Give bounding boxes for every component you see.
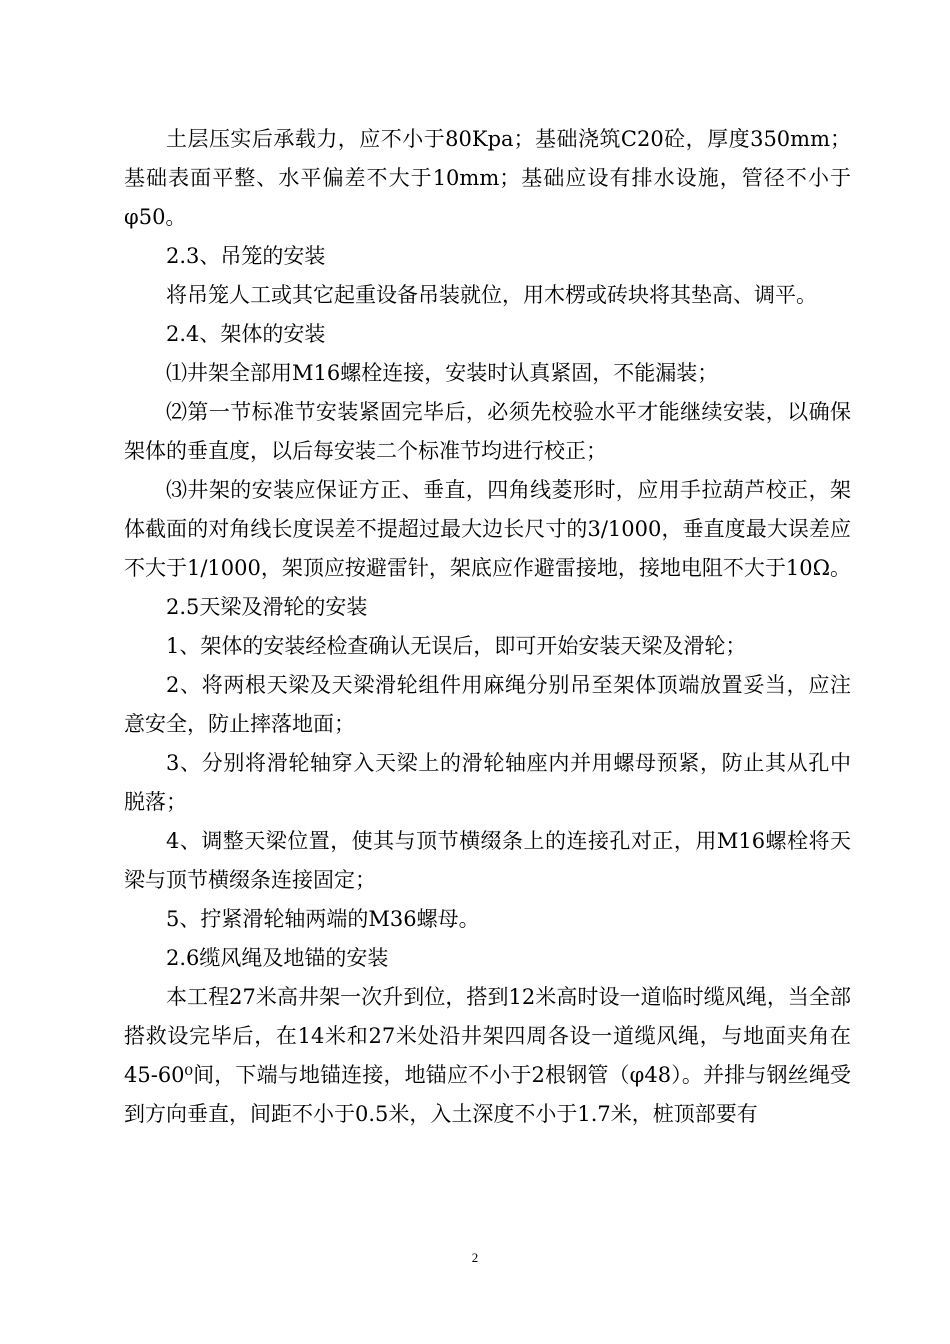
heading-2-4: 2.4、架体的安装 [166,322,326,346]
heading-2-5: 2.5天梁及滑轮的安装 [166,595,368,619]
paragraph-cage-install: 将吊笼人工或其它起重设备吊装就位，用木楞或砖块将其垫高、调平。 [166,283,817,307]
paragraph-guy-rope: 本工程27米高井架一次升到位，搭到12米高时设一道临时缆风绳，当全部搭救设完毕后，在14米和27米处沿井架四周各设一道缆风绳，与地面夹角在45-60⁰间，下端与地锚连接，地锚应不小于2根钢管（φ48）。并排与钢丝绳受到方向垂直，间距不小于0.5米，入土深度不小于1.7米，桩顶部要有 [124,985,851,1126]
heading-2-3: 2.3、吊笼的安装 [166,244,326,268]
page-number: 2 [471,1250,479,1265]
list-item-beam-4: 4、调整天梁位置，使其与顶节横缀条上的连接孔对正，用M16螺栓将天梁与顶节横缀条连接固定； [124,829,851,892]
list-item-beam-2: 2、将两根天梁及天梁滑轮组件用麻绳分别吊至架体顶端放置妥当，应注意安全，防止摔落地面； [124,673,851,736]
list-item-beam-5: 5、拧紧滑轮轴两端的M36螺母。 [166,907,480,931]
paragraph-soil-foundation: 土层压实后承载力，应不小于80Kpa；基础浇筑C20砼，厚度350mm；基础表面平整、水平偏差不大于10mm；基础应设有排水设施，管径不小于φ50。 [124,127,851,229]
heading-2-6: 2.6缆风绳及地锚的安装 [166,946,389,970]
list-item-frame-3: ⑶井架的安装应保证方正、垂直，四角线菱形时，应用手拉葫芦校正，架体截面的对角线长度误差不提超过最大边长尺寸的3/1000，垂直度最大误差应不大于1/1000，架顶应按避雷针，架底应作避雷接地，接地电阻不大于10Ω。 [124,478,852,580]
list-item-beam-1: 1、架体的安装经检查确认无误后，即可开始安装天梁及滑轮； [166,634,747,658]
list-item-beam-3: 3、分别将滑轮轴穿入天梁上的滑轮轴座内并用螺母预紧，防止其从孔中脱落； [124,751,851,814]
list-item-frame-1: ⑴井架全部用M16螺栓连接，安装时认真紧固，不能漏装； [166,361,719,385]
page-body [124,120,851,1134]
list-item-frame-2: ⑵第一节标准节安装紧固完毕后，必须先校验水平才能继续安装，以确保架体的垂直度，以后每安装二个标准节均进行校正； [124,400,851,463]
